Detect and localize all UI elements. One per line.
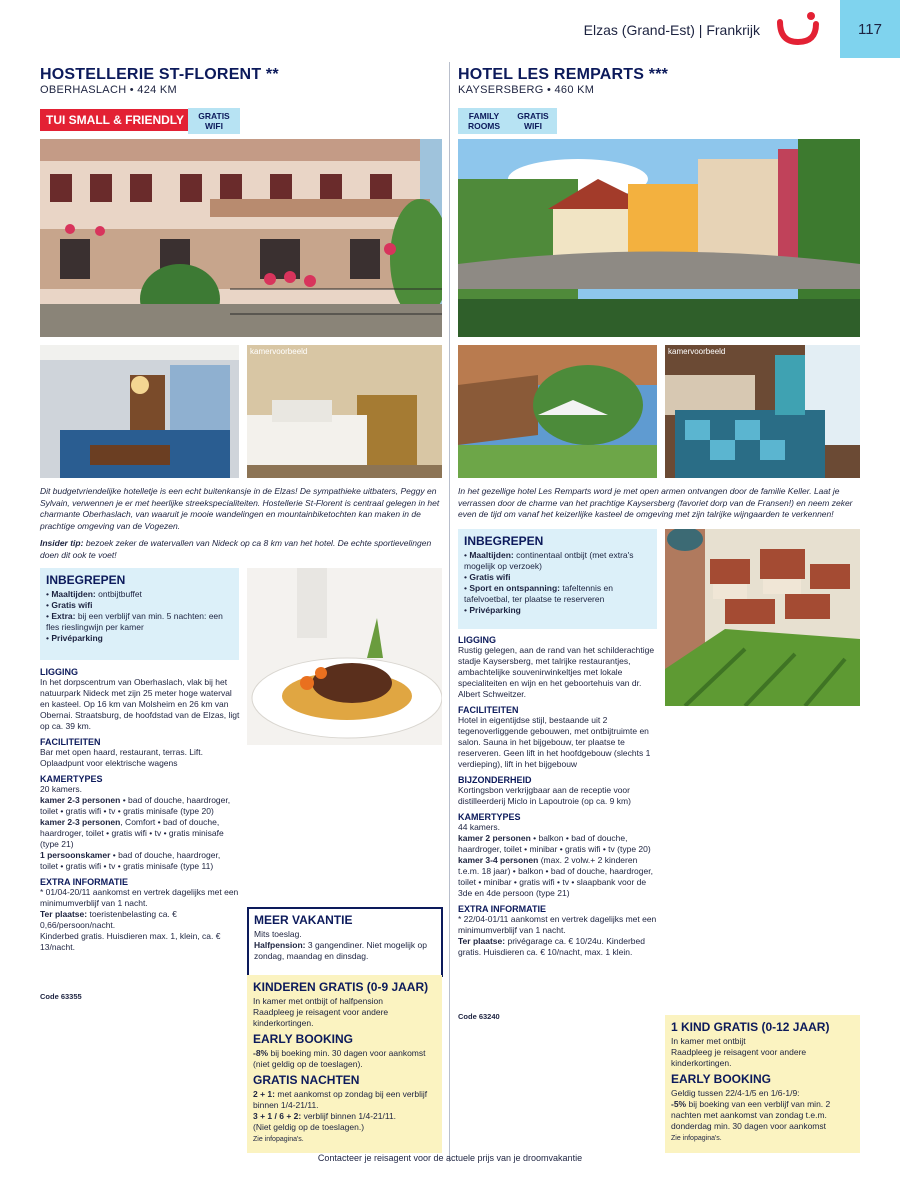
right-room-type: kamer 2 personen • balkon • bad of douche, haardroger, toilet • minibar • gratis wifi • tv (type 20)	[458, 833, 651, 854]
left-intro-text: Dit budgetvriendelijke hotelletje is een echt buitenkansje in de Elzas! De sympathieke uitbaters, Peggy en Sylvain, verwennen je er met heerlijke streekspecialiteiten. Hostellerie St-Florent is centraal gelegen in het charmante Oberhaslach, van waaruit je mooie wandelingen en mountainbiketochten kan maken in de prachtige omgeving van de Vogezen.	[40, 486, 440, 531]
left-hotel-title: HOSTELLERIE ST-FLORENT **	[40, 66, 279, 83]
family-rooms-badge: FAMILY ROOMS	[458, 108, 510, 134]
one-kid-free-text: In kamer met ontbijt	[671, 1036, 746, 1046]
right-rooms-count: 44 kamers.	[458, 822, 501, 832]
more-vacation-title: MEER VAKANTIE	[254, 913, 353, 927]
free-nights-line: 3 + 1 / 6 + 2: verblijf binnen 1/4-21/11.	[253, 1111, 397, 1121]
left-included-item: • Maaltijden: ontbijtbuffet	[46, 589, 142, 599]
left-product-code: Code 63355	[40, 992, 82, 1001]
right-early-booking-line: -5% bij boeking van een verblijf van min. 2 nachten met aankomst van zondag t.e.m. donderdag min. 30 dagen voor aankomst	[671, 1099, 831, 1131]
kids-free-title: KINDEREN GRATIS (0-9 JAAR)	[253, 980, 429, 994]
insider-tip-text: bezoek zeker de watervallen van Nideck op ca 8 km van het hotel. De echte sportievelingen doen dit ook te voet!	[40, 538, 432, 560]
free-nights-title: GRATIS NACHTEN	[253, 1073, 360, 1087]
restaurant-photo	[40, 345, 239, 478]
right-intro-text: In het gezellige hotel Les Remparts word je met open armen ontvangen door de familie Keller. Laat je verrassen door de charme van het prachtige Kaysersberg (favoriet dorp van de Fransen!) en neem zeker even de tijd om vanaf het keizerlijke kasteel de omgeving met zijn talrijke wijngaarden te verkennen!	[458, 486, 853, 519]
right-room-caption: kamervoorbeeld	[668, 347, 726, 356]
region-header: Elzas (Grand-Est) | Frankrijk	[583, 22, 760, 38]
right-hotel-subtitle: KAYSERSBERG • 460 KM	[458, 84, 595, 96]
column-divider	[449, 62, 450, 1162]
early-booking-text: -8% bij boeking min. 30 dagen voor aankomst (niet geldig op de toeslagen).	[253, 1048, 426, 1069]
early-booking-title: EARLY BOOKING	[253, 1032, 354, 1046]
insider-tip-label: Insider tip:	[40, 538, 84, 548]
right-promo-box	[665, 1015, 860, 1153]
kids-free-text: Raadpleeg je reisagent voor andere kinderkortingen.	[253, 1007, 389, 1028]
right-rooms-title: KAMERTYPES	[458, 812, 521, 822]
right-hotel-title: HOTEL LES REMPARTS ***	[458, 66, 669, 83]
left-included-item: • Gratis wifi	[46, 600, 93, 610]
right-included-item: • Gratis wifi	[464, 572, 511, 582]
right-special-text: Kortingsbon verkrijgbaar aan de receptie voor distilleerderij Miclo in Lapoutroie (op ca. 9 km)	[458, 785, 631, 806]
right-details-column	[458, 630, 658, 958]
right-facilities-title: FACILITEITEN	[458, 705, 519, 715]
left-room-type: kamer 2-3 personen • bad of douche, haardroger, toilet • gratis wifi • tv • gratis minisafe (type 20)	[40, 795, 231, 816]
one-kid-free-title: 1 KIND GRATIS (0-12 JAAR)	[671, 1020, 830, 1034]
hotel-st-florent-photo	[40, 139, 442, 337]
left-included-item: • Privéparking	[46, 633, 103, 643]
left-extra-line: * 01/04-20/11 aankomst en vertrek dagelijks met een minimumverblijf van 1 nacht.	[40, 887, 239, 908]
one-kid-free-text: Raadpleeg je reisagent voor andere kinderkortingen.	[671, 1047, 807, 1068]
right-included-item: • Sport en ontspanning: tafeltennis en tafelvoetbal, ter plaatse te reserveren	[464, 583, 613, 604]
left-room-photo	[247, 345, 442, 478]
right-special-title: BIJZONDERHEID	[458, 775, 532, 785]
right-location-title: LIGGING	[458, 635, 496, 645]
left-facilities-text: Bar met open haard, restaurant, terras. Lift. Oplaadpunt voor elektrische wagens	[40, 747, 203, 768]
free-nights-line: (Niet geldig op de toeslagen.)	[253, 1122, 365, 1132]
left-extra-line: Ter plaatse: toeristenbelasting ca. € 0,66/persoon/nacht.	[40, 909, 177, 930]
right-location-text: Rustig gelegen, aan de rand van het schilderachtige stadje Kaysersberg, met talrijke restaurantjes, ambachtelijke souvenirwinkeltjes met lokale specialiteiten en wijn en het geboortehuis van dr. Albert Schweitzer.	[458, 645, 655, 699]
kids-free-text: In kamer met ontbijt of halfpension	[253, 996, 383, 1006]
left-location-text: In het dorpscentrum van Oberhaslach, vlak bij het natuurpark Nideck met zijn 25 meter hoge waterval en kasteel. Op 16 km van Molsheim en 26 km van Obernai. Straatsburg, de hoofdstad van de Elzas, ligt op ca. 39 km.	[40, 677, 240, 731]
more-vacation-line: Mits toeslag.	[254, 929, 302, 939]
page-footer: Contacteer je reisagent voor de actuele prijs van je droomvakantie	[317, 1153, 583, 1163]
left-wifi-badge: GRATIS WIFI	[188, 108, 240, 134]
right-early-booking-line: Geldig tussen 22/4-1/5 en 1/6-1/9:	[671, 1088, 800, 1098]
right-extra-title: EXTRA INFORMATIE	[458, 904, 546, 914]
right-info-note: Zie infopagina's.	[671, 1135, 722, 1142]
kaysersberg-photo	[458, 139, 860, 337]
right-facilities-text: Hotel in eigentijdse stijl, bestaande uit 2 tegenoverliggende gebouwen, met ontbijtruimte en salon. Sauna in het bijgebouw, ter plaatse te reserveren. Geen lift in het hoofdgebouw (slechts 1 verdieping), lift in het bijgebouw	[458, 715, 651, 769]
tui-logo-icon	[776, 10, 822, 50]
left-promo-box	[247, 975, 442, 1153]
left-insider-tip	[40, 538, 444, 561]
tui-small-friendly-badge: TUI SMALL & FRIENDLY	[40, 109, 190, 131]
more-vacation-box	[247, 907, 443, 977]
right-early-booking-title: EARLY BOOKING	[671, 1072, 772, 1086]
left-room-type: kamer 2-3 personen, Comfort • bad of douche, haardroger, toilet • gratis wifi • tv • gratis minisafe (type 21)	[40, 817, 224, 849]
left-extra-line: Kinderbed gratis. Huisdieren max. 1, klein, ca. € 13/nacht.	[40, 931, 221, 952]
right-included-box	[458, 529, 657, 629]
page-number: 117	[840, 0, 900, 58]
left-included-box	[40, 568, 239, 660]
right-extra-line: Ter plaatse: privégarage ca. € 10/24u. Kinderbed gratis. Huisdieren ca. € 10/nacht, max. 1 klein.	[458, 936, 645, 957]
left-hotel-title-block	[40, 66, 279, 96]
right-product-code: Code 63240	[458, 1012, 500, 1021]
right-room-photo	[665, 345, 860, 478]
village-view-photo	[665, 529, 860, 706]
left-included-item: • Extra: bij een verblijf van min. 5 nachten: een fles rieslingwijn per kamer	[46, 611, 223, 632]
left-facilities-title: FACILITEITEN	[40, 737, 101, 747]
right-included-item: • Privéparking	[464, 605, 521, 615]
right-wifi-badge: GRATIS WIFI	[509, 108, 557, 134]
terrace-garden-photo	[458, 345, 657, 478]
free-nights-line: 2 + 1: met aankomst op zondag bij een verblijf binnen 1/4-21/11.	[253, 1089, 428, 1110]
left-hotel-subtitle: OBERHASLACH • 424 KM	[40, 84, 178, 96]
left-room-type: 1 persoonskamer • bad of douche, haardroger, toilet • gratis wifi • tv • gratis minisafe (type 11)	[40, 850, 221, 871]
right-included-item: • Maaltijden: continentaal ontbijt (met extra's mogelijk op verzoek)	[464, 550, 634, 571]
more-vacation-line: Halfpension: 3 gangendiner. Niet mogelijk op zondag, maandag en dinsdag.	[254, 940, 427, 961]
left-room-caption: kamervoorbeeld	[250, 347, 308, 356]
left-included-title: INBEGREPEN	[46, 573, 126, 587]
right-room-type: kamer 3-4 personen (max. 2 volw.+ 2 kinderen t.e.m. 18 jaar) • balkon • bad of douche, haardroger, toilet • minibar • gratis wifi • tv • slaapbank voor de 3de en 4de persoon (type 21)	[458, 855, 653, 898]
right-hotel-title-block	[458, 66, 668, 96]
food-dish-photo	[247, 568, 442, 745]
left-info-note: Zie infopagina's.	[253, 1136, 304, 1143]
left-rooms-count: 20 kamers.	[40, 784, 83, 794]
left-extra-title: EXTRA INFORMATIE	[40, 877, 128, 887]
left-rooms-title: KAMERTYPES	[40, 774, 103, 784]
left-location-title: LIGGING	[40, 667, 78, 677]
right-included-title: INBEGREPEN	[464, 534, 544, 548]
left-details-column	[40, 662, 240, 953]
right-extra-line: * 22/04-01/11 aankomst en vertrek dagelijks met een minimumverblijf van 1 nacht.	[458, 914, 657, 935]
